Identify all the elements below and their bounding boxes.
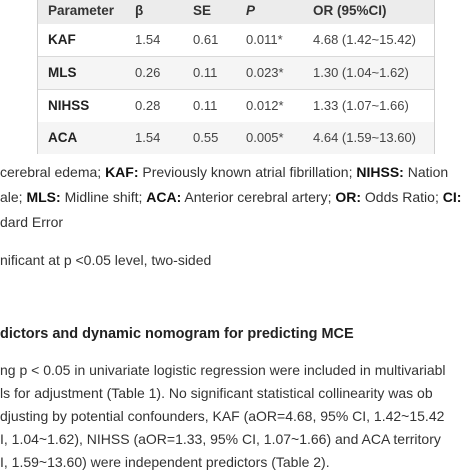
note-text: Previously known atrial fibrillation;	[138, 164, 357, 180]
note-text: Odds Ratio;	[361, 189, 443, 205]
cell-or: 4.68 (1.42~15.42)	[313, 32, 416, 47]
section-heading: dictors and dynamic nomogram for predicting MCE	[0, 326, 354, 342]
cell-or: 4.64 (1.59~13.60)	[313, 130, 416, 145]
cell-or: 1.33 (1.07~1.66)	[313, 98, 409, 113]
note-abbrev: NIHSS:	[356, 164, 404, 180]
paragraph-line: I, 1.59~13.60) were independent predictors (Table 2).	[0, 454, 330, 470]
cell-se: 0.11	[193, 65, 218, 80]
note-abbrev: OR:	[335, 189, 362, 205]
cell-p: 0.023*	[246, 65, 284, 80]
note-abbrev: MLS:	[26, 189, 61, 205]
table-header-row	[38, 0, 434, 25]
header-beta: β	[135, 3, 144, 18]
paragraph-line: ng p < 0.05 in univariate logistic regression were included in multivariabl	[0, 362, 446, 378]
paragraph-line: I, 1.04~1.62), NIHSS (aOR=1.33, 95% CI, 1.07~1.66) and ACA territory	[0, 431, 441, 447]
table-note-significance: nificant at p <0.05 level, two-sided	[0, 252, 212, 268]
note-text: ale;	[0, 189, 27, 205]
note-abbrev: CI:	[442, 189, 462, 205]
table-row	[38, 24, 434, 57]
cell-p: 0.012*	[246, 98, 284, 113]
cell-se: 0.55	[193, 130, 219, 145]
note-text: cerebral edema;	[0, 164, 106, 180]
note-text: Nation	[403, 164, 449, 180]
cell-parameter: ACA	[48, 130, 78, 145]
table-note-abbreviations-3: dard Error	[0, 214, 64, 230]
cell-parameter: NIHSS	[48, 98, 90, 113]
paragraph-line: ls for adjustment (Table 1). No significant statistical collinearity was ob	[0, 385, 433, 401]
note-abbrev: KAF:	[105, 164, 139, 180]
cell-beta: 1.54	[135, 32, 161, 47]
cell-se: 0.11	[193, 98, 218, 113]
cell-parameter: MLS	[48, 65, 77, 80]
results-table	[37, 0, 435, 154]
cell-beta: 1.54	[135, 130, 161, 145]
paragraph-line: djusting by potential confounders, KAF (aOR=4.68, 95% CI, 1.42~15.42	[0, 408, 445, 424]
header-se: SE	[193, 3, 212, 18]
cell-se: 0.61	[193, 32, 219, 47]
table-row	[38, 122, 434, 154]
table-row	[38, 57, 434, 90]
header-parameter: Parameter	[48, 3, 115, 18]
cell-beta: 0.26	[135, 65, 161, 80]
table-note-abbreviations-1	[0, 164, 448, 180]
cell-p: 0.005*	[246, 130, 284, 145]
cell-p: 0.011*	[246, 32, 283, 47]
cell-parameter: KAF	[48, 32, 76, 47]
table-row	[38, 90, 434, 123]
note-text: Midline shift;	[60, 189, 147, 205]
header-p: P	[246, 3, 256, 18]
table-note-abbreviations-2	[0, 189, 461, 205]
note-text: Anterior cerebral artery;	[181, 189, 336, 205]
cell-beta: 0.28	[135, 98, 161, 113]
note-abbrev: ACA:	[146, 189, 182, 205]
cell-or: 1.30 (1.04~1.62)	[313, 65, 409, 80]
header-or: OR (95%CI)	[313, 3, 387, 18]
